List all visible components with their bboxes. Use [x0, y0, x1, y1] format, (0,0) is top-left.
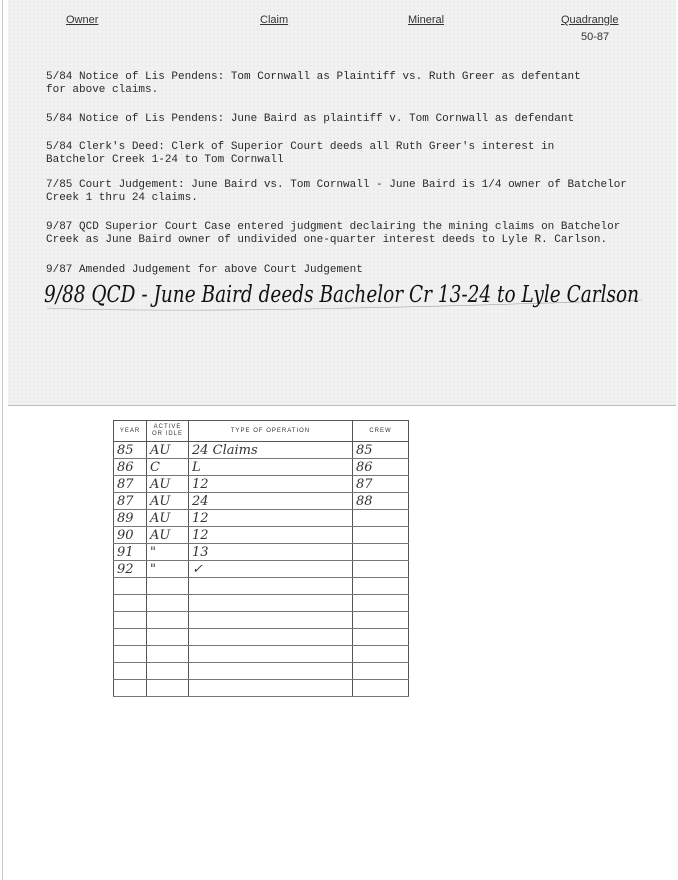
record-entry: 9/87 Amended Judgement for above Court Judgement: [46, 264, 363, 276]
status-cell: AU: [147, 510, 189, 527]
status-cell: [147, 595, 189, 612]
status-cell: AU: [147, 493, 189, 510]
crew-cell: [353, 646, 409, 663]
operation-cell: [189, 578, 353, 595]
table-row: [114, 527, 409, 544]
status-cell: [147, 646, 189, 663]
year-cell: 85: [114, 442, 147, 459]
year-cell: [114, 629, 147, 646]
crew-cell: [353, 544, 409, 561]
active-idle-column-header: ACTIVE OR IDLE: [147, 421, 189, 442]
table-row: [114, 459, 409, 476]
operations-table-body: [114, 442, 409, 697]
table-row: [114, 663, 409, 680]
operation-cell: [189, 629, 353, 646]
table-row: [114, 629, 409, 646]
operation-cell: 24: [189, 493, 353, 510]
year-cell: [114, 680, 147, 697]
mineral-header: Mineral: [408, 14, 445, 26]
year-cell: 87: [114, 493, 147, 510]
claim-header: Claim: [260, 14, 289, 26]
status-cell: [147, 680, 189, 697]
year-cell: 90: [114, 527, 147, 544]
owner-header: Owner: [66, 14, 99, 26]
record-entry: 5/84 Notice of Lis Pendens: June Baird as plaintiff v. Tom Cornwall as defendant: [46, 113, 575, 125]
crew-cell: [353, 510, 409, 527]
crew-cell: [353, 595, 409, 612]
year-cell: 86: [114, 459, 147, 476]
status-cell: C: [147, 459, 189, 476]
year-cell: [114, 612, 147, 629]
claim-record-card: [8, 0, 676, 406]
operation-cell: [189, 612, 353, 629]
year-cell: [114, 646, 147, 663]
table-row: [114, 493, 409, 510]
quadrangle-header: Quadrangle: [561, 14, 619, 26]
handwritten-note: [42, 270, 652, 320]
operations-table: [113, 420, 408, 697]
table-row: [114, 612, 409, 629]
operation-cell: [189, 646, 353, 663]
record-entry: 7/85 Court Judgement: June Baird vs. Tom Cornwall - June Baird is 1/4 owner of Batchelor Creek 1 thru 24 claims.: [46, 179, 627, 204]
table-row: [114, 595, 409, 612]
table-row: [114, 646, 409, 663]
status-cell: [147, 663, 189, 680]
operation-cell: 13: [189, 544, 353, 561]
crew-cell: [353, 663, 409, 680]
operation-type-column-header: TYPE OF OPERATION: [189, 421, 353, 442]
crew-cell: [353, 561, 409, 578]
year-cell: 91: [114, 544, 147, 561]
operation-cell: [189, 595, 353, 612]
crew-cell: [353, 680, 409, 697]
operation-cell: ✓: [189, 561, 353, 578]
handwritten-note-text: 9/88 QCD - June Baird deeds Bachelor Cr 13-24 to Lyle Carlson: [44, 282, 639, 308]
year-cell: 89: [114, 510, 147, 527]
record-entry: 9/87 QCD Superior Court Case entered judgment declairing the mining claims on Batchelor Creek as June Baird owner of undivided one-quarter interest deeds to Lyle R. Carlson.: [46, 221, 621, 246]
crew-cell: 88: [353, 493, 409, 510]
status-cell: ": [147, 561, 189, 578]
operation-cell: [189, 663, 353, 680]
year-column-header: YEAR: [114, 421, 147, 442]
year-cell: 87: [114, 476, 147, 493]
table-row: [114, 561, 409, 578]
crew-cell: [353, 578, 409, 595]
operation-cell: 12: [189, 527, 353, 544]
crew-cell: [353, 527, 409, 544]
crew-cell: [353, 612, 409, 629]
table-row: [114, 476, 409, 493]
table-row: [114, 680, 409, 697]
operation-cell: 24 Claims: [189, 442, 353, 459]
table-row: [114, 578, 409, 595]
status-cell: AU: [147, 527, 189, 544]
crew-cell: [353, 629, 409, 646]
operation-cell: 12: [189, 476, 353, 493]
record-entry: 5/84 Clerk's Deed: Clerk of Superior Court deeds all Ruth Greer's interest in Batchelor Creek 1-24 to Tom Cornwall: [46, 141, 555, 166]
table-row: [114, 544, 409, 561]
table-row: [114, 442, 409, 459]
quadrangle-number: 50-87: [581, 31, 610, 43]
table-row: [114, 510, 409, 527]
operation-cell: [189, 680, 353, 697]
crew-cell: 87: [353, 476, 409, 493]
year-cell: [114, 595, 147, 612]
status-cell: [147, 629, 189, 646]
year-cell: [114, 578, 147, 595]
status-cell: [147, 612, 189, 629]
crew-cell: 86: [353, 459, 409, 476]
status-cell: AU: [147, 442, 189, 459]
crew-column-header: CREW: [353, 421, 409, 442]
status-cell: AU: [147, 476, 189, 493]
operation-cell: 12: [189, 510, 353, 527]
year-cell: [114, 663, 147, 680]
page-edge-line: [2, 0, 3, 880]
year-cell: 92: [114, 561, 147, 578]
status-cell: [147, 578, 189, 595]
crew-cell: 85: [353, 442, 409, 459]
status-cell: ": [147, 544, 189, 561]
operation-cell: L: [189, 459, 353, 476]
record-entry: 5/84 Notice of Lis Pendens: Tom Cornwall as Plaintiff vs. Ruth Greer as defentant for above claims.: [46, 71, 581, 96]
